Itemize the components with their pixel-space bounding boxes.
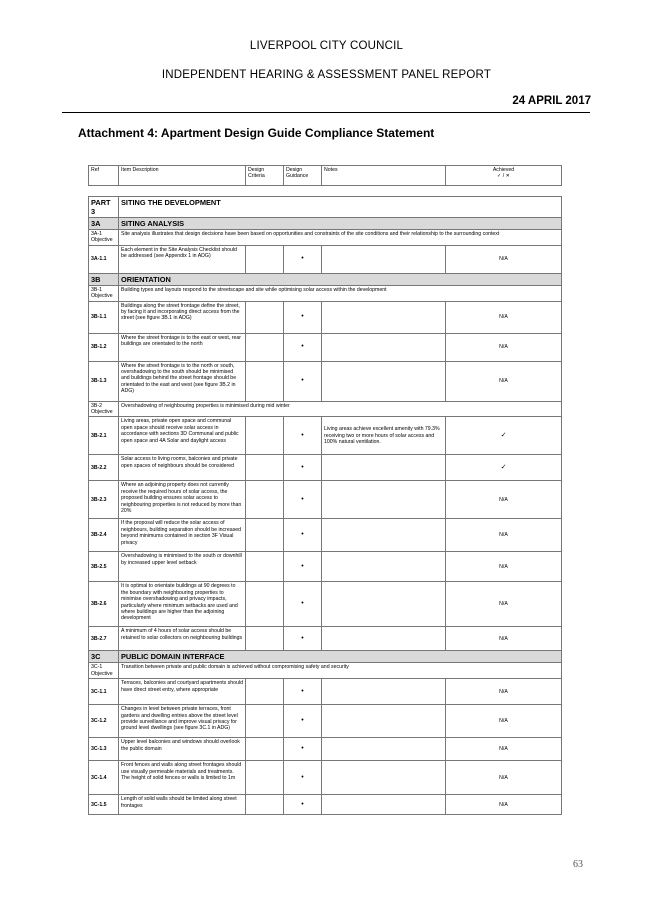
design-guidance-bullet: •: [284, 417, 322, 455]
achieved-cell: N/A: [446, 301, 562, 333]
header-achieved-symbols: ✓ / ✕: [496, 173, 511, 180]
design-criteria-cell: [246, 455, 284, 481]
item-ref: 3B-1.1: [89, 301, 119, 333]
design-criteria-cell: [246, 795, 284, 815]
design-guidance-bullet: •: [284, 582, 322, 627]
section-title: ORIENTATION: [119, 273, 562, 285]
achieved-cell: N/A: [446, 333, 562, 361]
header-notes: Notes: [322, 166, 446, 186]
part-title: SITING THE DEVELOPMENT: [119, 197, 562, 218]
achieved-cell: N/A: [446, 705, 562, 738]
item-description: Solar access to living rooms, balconies and private open spaces of neighbours should be considered: [119, 455, 246, 481]
design-criteria-cell: [246, 301, 284, 333]
achieved-cell: N/A: [446, 679, 562, 705]
notes-cell: [322, 552, 446, 582]
item-row: [89, 519, 562, 552]
item-description: Living areas, private open space and communal open space should receive solar access in accordance with sections 3D Communal and public open space and 4A Solar and daylight access: [119, 417, 246, 455]
achieved-cell: N/A: [446, 738, 562, 761]
notes-cell: [322, 761, 446, 795]
item-description: Length of solid walls should be limited along street frontages: [119, 795, 246, 815]
design-criteria-cell: [246, 245, 284, 273]
design-guidance-bullet: •: [284, 679, 322, 705]
item-row: [89, 627, 562, 651]
item-row: [89, 333, 562, 361]
achieved-cell: ✓: [446, 455, 562, 481]
achieved-cell: N/A: [446, 627, 562, 651]
design-guidance-bullet: •: [284, 627, 322, 651]
section-code: 3C: [89, 651, 119, 663]
notes-cell: [322, 705, 446, 738]
item-ref: 3B-2.4: [89, 519, 119, 552]
header-design-criteria: Design Criteria: [246, 166, 284, 186]
item-description: Changes in level between private terraces, front gardens and dwelling entries above the street level provide surveillance and improve visual privacy for ground level dwellings (see figure 3C.1 in ADG): [119, 705, 246, 738]
header-design-guidance: Design Guidance: [284, 166, 322, 186]
header-achieved: [446, 166, 562, 186]
design-criteria-cell: [246, 679, 284, 705]
item-description: Where the street frontage is to the east or west, rear buildings are orientated to the north: [119, 333, 246, 361]
design-criteria-cell: [246, 705, 284, 738]
report-date: 24 APRIL 2017: [512, 95, 591, 107]
design-criteria-cell: [246, 333, 284, 361]
item-ref: 3C-1.4: [89, 761, 119, 795]
notes-cell: Living areas achieve excellent amenity with 79.3% receiving two or more hours of solar access and 100% natural ventilation.: [322, 417, 446, 455]
objective-text: Site analysis illustrates that design decisions have been based on opportunities and constraints of the site conditions and their relationship to the surrounding context: [119, 230, 562, 246]
section-code: 3B: [89, 273, 119, 285]
item-row: [89, 552, 562, 582]
notes-cell: [322, 519, 446, 552]
item-ref: 3C-1.1: [89, 679, 119, 705]
design-guidance-bullet: •: [284, 519, 322, 552]
item-description: Front fences and walls along street frontages should use visually permeable materials and treatments. The height of solid fences or walls is limited to 1m: [119, 761, 246, 795]
notes-cell: [322, 795, 446, 815]
achieved-cell: N/A: [446, 582, 562, 627]
section-title: PUBLIC DOMAIN INTERFACE: [119, 651, 562, 663]
item-ref: 3B-2.1: [89, 417, 119, 455]
objective-ref: 3A-1 Objective: [89, 230, 119, 246]
compliance-table: [88, 196, 562, 815]
report-title: INDEPENDENT HEARING & ASSESSMENT PANEL REPORT: [161, 69, 492, 81]
notes-cell: [322, 333, 446, 361]
section-row: [89, 273, 562, 285]
notes-cell: [322, 245, 446, 273]
design-guidance-bullet: •: [284, 705, 322, 738]
design-criteria-cell: [246, 582, 284, 627]
item-description: A minimum of 4 hours of solar access should be retained to solar collectors on neighbouring buildings: [119, 627, 246, 651]
objective-ref: 3C-1 Objective: [89, 663, 119, 679]
item-row: [89, 301, 562, 333]
item-row: [89, 455, 562, 481]
item-description: Where an adjoining property does not currently receive the required hours of solar access, the proposed building ensures solar access to neighbouring properties is not reduced by more than 20%: [119, 481, 246, 519]
item-description: Overshadowing is minimised to the south or downhill by increased upper level setback: [119, 552, 246, 582]
design-guidance-bullet: •: [284, 455, 322, 481]
item-description: Buildings along the street frontage define the street, by facing it and incorporating direct access from the street (see figure 3B.1 in ADG): [119, 301, 246, 333]
design-guidance-bullet: •: [284, 552, 322, 582]
item-row: [89, 705, 562, 738]
achieved-cell: N/A: [446, 761, 562, 795]
item-description: It is optimal to orientate buildings at 90 degrees to the boundary with neighbouring properties to minimise overshadowing and privacy impacts, particularly where minimum setbacks are used and where buildings are higher than the adjoining development: [119, 582, 246, 627]
objective-ref: 3B-2 Objective: [89, 401, 119, 417]
item-ref: 3B-2.7: [89, 627, 119, 651]
item-row: [89, 245, 562, 273]
objective-row: [89, 285, 562, 301]
page-number: 63: [573, 859, 583, 870]
item-ref: 3B-2.6: [89, 582, 119, 627]
column-header-table: [88, 165, 562, 186]
header-divider: [62, 112, 590, 113]
item-ref: 3C-1.5: [89, 795, 119, 815]
design-criteria-cell: [246, 361, 284, 401]
item-row: [89, 761, 562, 795]
objective-text: Building types and layouts respond to the streetscape and site while optimising solar access within the development: [119, 285, 562, 301]
notes-cell: [322, 738, 446, 761]
section-title: SITING ANALYSIS: [119, 218, 562, 230]
item-description: Each element in the Site Analysis Checklist should be addressed (see Appendix 1 in ADG): [119, 245, 246, 273]
item-ref: 3B-1.3: [89, 361, 119, 401]
compliance-table-body: [89, 197, 562, 815]
design-guidance-bullet: •: [284, 301, 322, 333]
header-achieved-label: Achieved: [492, 167, 515, 173]
item-row: [89, 738, 562, 761]
design-criteria-cell: [246, 552, 284, 582]
design-criteria-cell: [246, 761, 284, 795]
attachment-title: Attachment 4: Apartment Design Guide Compliance Statement: [78, 126, 435, 140]
item-ref: 3B-2.2: [89, 455, 119, 481]
objective-ref: 3B-1 Objective: [89, 285, 119, 301]
item-description: If the proposal will reduce the solar access of neighbours, building separation should be increased beyond minimums contained in section 3F Visual privacy: [119, 519, 246, 552]
objective-row: [89, 401, 562, 417]
achieved-cell: N/A: [446, 519, 562, 552]
design-guidance-bullet: •: [284, 795, 322, 815]
council-name: LIVERPOOL CITY COUNCIL: [249, 40, 404, 52]
achieved-cell: ✓: [446, 417, 562, 455]
achieved-cell: N/A: [446, 245, 562, 273]
item-row: [89, 679, 562, 705]
design-criteria-cell: [246, 738, 284, 761]
design-guidance-bullet: •: [284, 245, 322, 273]
design-criteria-cell: [246, 519, 284, 552]
item-ref: 3B-1.2: [89, 333, 119, 361]
item-ref: 3B-2.3: [89, 481, 119, 519]
design-guidance-bullet: •: [284, 738, 322, 761]
item-row: [89, 795, 562, 815]
item-row: [89, 361, 562, 401]
item-description: Terraces, balconies and courtyard apartments should have direct street entry, where appropriate: [119, 679, 246, 705]
achieved-cell: N/A: [446, 481, 562, 519]
notes-cell: [322, 627, 446, 651]
design-guidance-bullet: •: [284, 481, 322, 519]
part-code: PART 3: [89, 197, 119, 218]
item-ref: 3A-1.1: [89, 245, 119, 273]
item-row: [89, 582, 562, 627]
notes-cell: [322, 301, 446, 333]
part-row: [89, 197, 562, 218]
notes-cell: [322, 582, 446, 627]
design-guidance-bullet: •: [284, 361, 322, 401]
section-row: [89, 651, 562, 663]
notes-cell: [322, 481, 446, 519]
objective-text: Overshadowing of neighbouring properties is minimised during mid winter: [119, 401, 562, 417]
item-ref: 3C-1.3: [89, 738, 119, 761]
item-ref: 3B-2.5: [89, 552, 119, 582]
header-ref: Ref: [89, 166, 119, 186]
notes-cell: [322, 455, 446, 481]
design-criteria-cell: [246, 627, 284, 651]
item-ref: 3C-1.2: [89, 705, 119, 738]
section-code: 3A: [89, 218, 119, 230]
objective-row: [89, 230, 562, 246]
achieved-cell: N/A: [446, 552, 562, 582]
achieved-cell: N/A: [446, 795, 562, 815]
design-criteria-cell: [246, 481, 284, 519]
design-criteria-cell: [246, 417, 284, 455]
item-description: Upper level balconies and windows should overlook the public domain: [119, 738, 246, 761]
notes-cell: [322, 361, 446, 401]
achieved-cell: N/A: [446, 361, 562, 401]
design-guidance-bullet: •: [284, 761, 322, 795]
section-row: [89, 218, 562, 230]
design-guidance-bullet: •: [284, 333, 322, 361]
objective-row: [89, 663, 562, 679]
item-description: Where the street frontage is to the north or south, overshadowing to the south should be minimised and buildings behind the street frontage should be orientated to the east and west (see figure 3B.2 in ADG): [119, 361, 246, 401]
header-item-description: Item Description: [119, 166, 246, 186]
objective-text: Transition between private and public domain is achieved without compromising safety and security: [119, 663, 562, 679]
notes-cell: [322, 679, 446, 705]
item-row: [89, 481, 562, 519]
item-row: [89, 417, 562, 455]
